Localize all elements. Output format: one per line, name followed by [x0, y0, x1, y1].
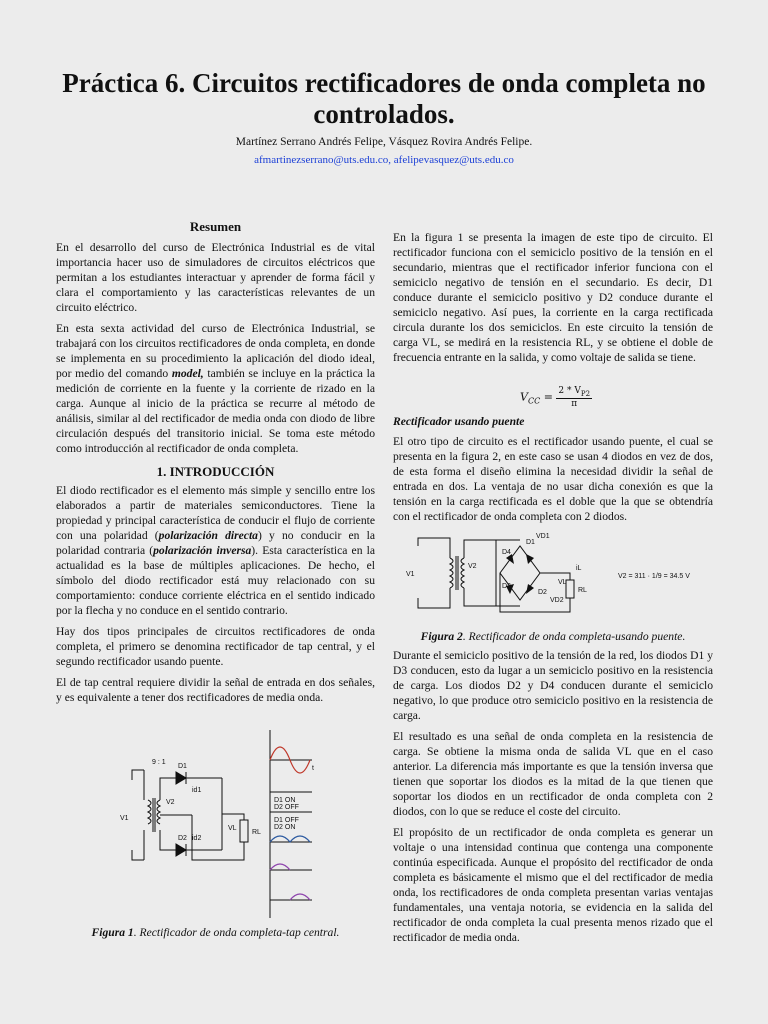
- svg-text:D2: D2: [178, 835, 187, 842]
- formula-vcc: $V_{CC}$ = $\frac{2 * V_{P2}}{\pi}$: [520, 386, 591, 409]
- svg-text:D2: D2: [538, 589, 547, 596]
- svg-text:D3: D3: [502, 583, 511, 590]
- abstract-paragraph-2: En esta sexta actividad del curso de Electrónica Industrial, se trabajará con los circuitos rectificadores de onda completa, en donde se implementa en su procedimiento la aplicación del diodo ideal, por medio del comando model, también se incluye en la práctica la medición de corriente en la fuente y la corriente de rizado en la carga. Aunque al inicio de la práctica se recurre al método de análisis, similar al del rectificador de media onda con diodo de libre circulación después del transitorio inicial. Se toma este método como introducción al rectificador de onda completa.: [56, 322, 375, 455]
- figure-1-ratio: 9 : 1: [152, 759, 166, 766]
- svg-text:D1: D1: [526, 539, 535, 546]
- svg-text:VD1: VD1: [536, 533, 550, 540]
- svg-text:D1: D1: [178, 763, 187, 770]
- svg-text:VD2: VD2: [550, 597, 564, 604]
- svg-text:V2: V2: [166, 799, 175, 806]
- svg-text:D1 OFF: D1 OFF: [274, 817, 299, 824]
- abstract-heading: Resumen: [189, 219, 242, 234]
- svg-text:t: t: [312, 765, 314, 772]
- intro-paragraph-2: Hay dos tipos principales de circuitos rectificadores de onda completa, el primero se denomina rectificador de tap central, y el segundo rectificador usando puente.: [56, 625, 375, 668]
- svg-text:id2: id2: [192, 835, 202, 842]
- svg-text:VL: VL: [558, 579, 567, 586]
- figure-1-caption: Figura 1. Rectificador de onda completa-tap central.: [91, 926, 340, 939]
- svg-text:RL: RL: [252, 829, 261, 836]
- right-column-middle: [393, 414, 713, 530]
- right-paragraph-4: El resultado es una señal de onda completa en la resistencia de carga. Se obtiene la misma onda de salida VL que en el caso anterior. La diferencia más importante es que la tensión inversa que tienen que soportar los diodos es la mitad de la que tienen que soportar los diodos en un rectificador de onda completa con 2 diodos, con lo que se reduce el coste del circuito.: [393, 730, 713, 818]
- svg-text:D2 OFF: D2 OFF: [274, 804, 299, 811]
- svg-text:id1: id1: [192, 787, 202, 794]
- svg-text:D2 ON: D2 ON: [274, 824, 296, 831]
- intro-heading: 1. INTRODUCCIÓN: [156, 464, 275, 479]
- abstract-paragraph-1: En el desarrollo del curso de Electrónica Industrial es de vital importancia hacer uso de simuladores de circuitos eléctricos que permitan a los estudiantes interactuar y aprender de forma fácil y clara el comportamiento y las características relevantes de un circuito eléctrico.: [56, 241, 375, 314]
- figure-2-caption: Figura 2. Rectificador de onda completa-usando puente.: [420, 630, 686, 643]
- intro-paragraph-1: El diodo rectificador es el elemento más simple y sencillo entre los elaborados a partir de materiales semiconductores. Tiene la propiedad y principal característica de conducir el flujo de corriente con una polaridad (polarización directa) y no conducir en la polaridad contraria (polarización inversa). Esta característica en la actualidad es la base de múltiples aplicaciones. De hecho, el símbolo del diodo rectificador está muy relacionado con su comportamiento: conduce corriente eléctrica en el sentido indicado por la flecha y no conduce en el sentido contrario.: [56, 484, 375, 617]
- figure-2-diagram: [400, 528, 710, 620]
- svg-text:VL: VL: [228, 825, 237, 832]
- right-paragraph-5: El propósito de un rectificador de onda completa es generar un voltaje o una intensidad continua que contenga una componente continúa especificada. Aunque el propósito del rectificador de onda completa es básicamente el mismo que el del rectificador de media onda, los rectificadores de onda completa presentan varias ventajas fundamentales, una ventaja notoria, se evidencia en la salida del rectificador de onda completa la cual presenta menos rizado que el rectificador de media onda.: [393, 826, 713, 944]
- svg-text:V1: V1: [120, 815, 129, 822]
- right-column-top: [393, 230, 713, 371]
- svg-text:D4: D4: [502, 549, 511, 556]
- intro-paragraph-3: El de tap central requiere dividir la señal de entrada en dos señales, y es equivalente a tener dos rectificadores de media onda.: [56, 676, 375, 704]
- svg-text:V2: V2: [468, 563, 477, 570]
- svg-text:RL: RL: [578, 587, 587, 594]
- figure-1-diagram: [112, 730, 322, 920]
- svg-text:D1 ON: D1 ON: [274, 797, 296, 804]
- email-links[interactable]: afmartinezserrano@uts.edu.co, afelipevasquez@uts.edu.co: [254, 154, 514, 166]
- svg-text:V1: V1: [406, 571, 415, 578]
- svg-text:iL: iL: [576, 565, 582, 572]
- paper-title: Práctica 6. Circuitos rectificadores de onda completa no controlados.: [62, 68, 706, 129]
- left-column: [56, 219, 375, 711]
- bridge-subheading: Rectificador usando puente: [393, 415, 525, 428]
- authors-line: Martínez Serrano Andrés Felipe, Vásquez Rovira Andrés Felipe.: [235, 136, 533, 148]
- right-paragraph-1: En la figura 1 se presenta la imagen de este tipo de circuito. El rectificador funciona con el semiciclo positivo de la tensión en el secundario, mientras que el rectificador inferior funciona con el semiciclo negativo de tensión en el secundario. Es decir, D1 conduce durante el semiciclo positivo y D2 conduce durante el semiciclo negativo. Así pues, la corriente en la carga rectificada circula durante los dos semiciclos. En este circuito la tensión de carga VL, se medirá en la resistencia RL, y se obtiene el doble de frecuencia entrante en la salida, y como voltaje de salida se tiene.: [393, 231, 713, 364]
- figure-2-equation: V2 = 311 · 1/9 = 34.5 V: [618, 573, 690, 580]
- right-paragraph-2: El otro tipo de circuito es el rectificador usando puente, el cual se presenta en la figura 2, en este caso se usan 4 diodos en vez de dos, de esta forma el diseño elimina la necesidad dividir la señal de entrada en dos. La ventaja de no usar dicha conexión es que la tensión en la carga rectificada es el doble que la que se obtendría con el rectificador de onda completa con 2 diodos.: [393, 435, 713, 523]
- right-column-bottom: [393, 648, 713, 951]
- right-paragraph-3: Durante el semiciclo positivo de la tensión de la red, los diodos D1 y D3 conducen, esto da lugar a un semiciclo positivo en la resistencia de carga. Los diodos D2 y D4 conducen durante el semiciclo negativo, lo que produce otro semiciclo positivo en la resistencia de carga.: [393, 649, 713, 722]
